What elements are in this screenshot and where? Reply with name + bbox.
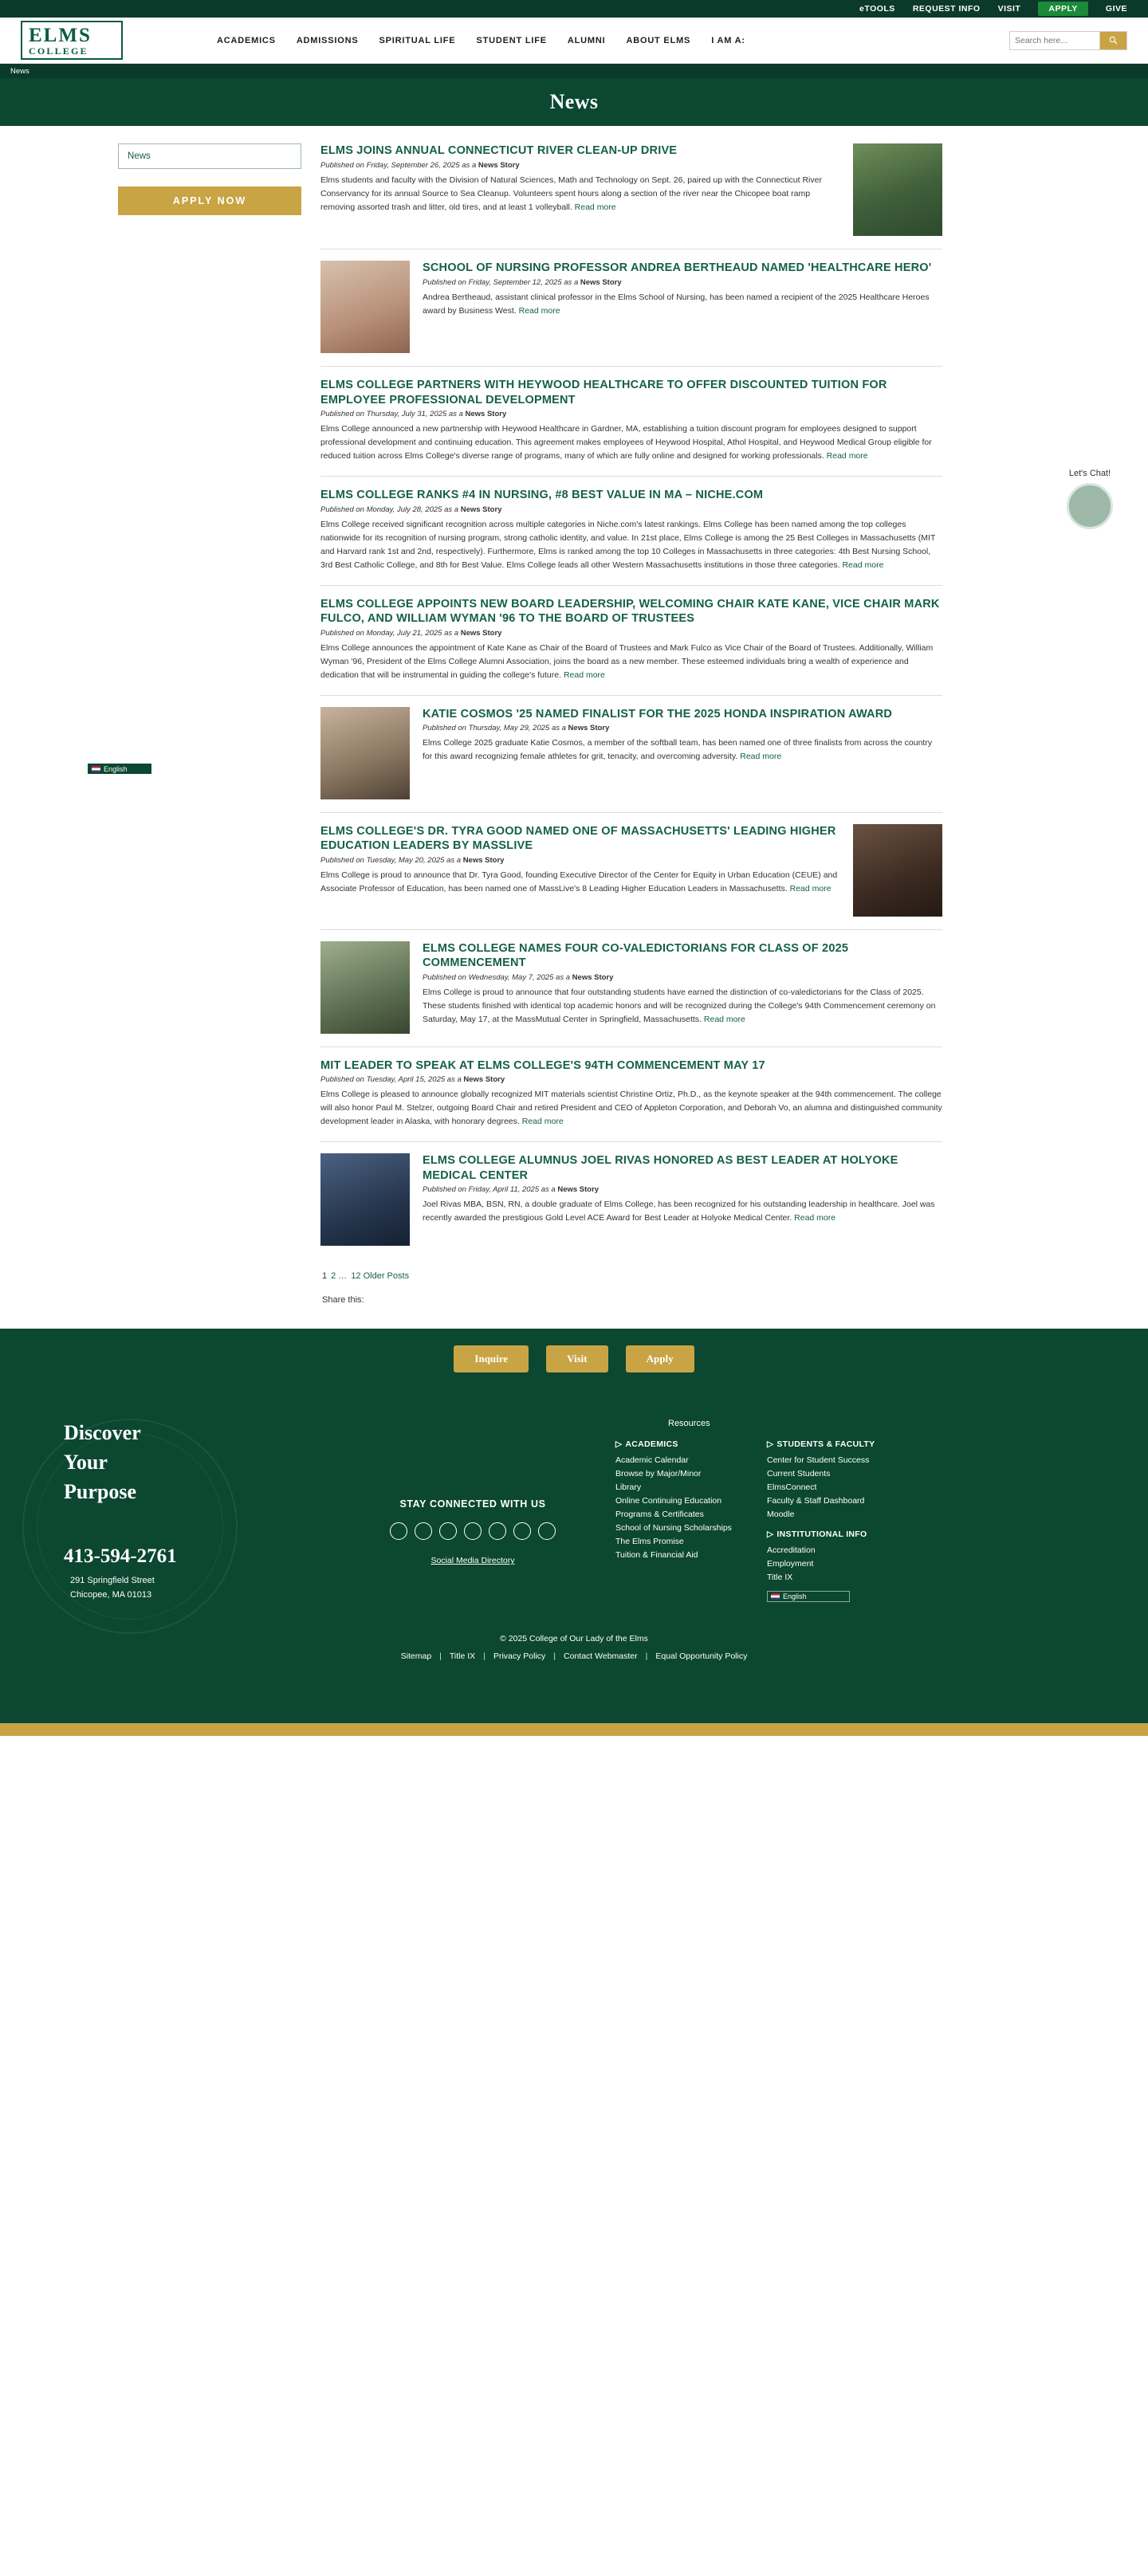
footer-legal-links [0, 1651, 1148, 1683]
footer-headline-line-2: Your [64, 1451, 108, 1475]
site-logo[interactable] [21, 21, 123, 60]
news-item-read-more[interactable]: Read more [563, 670, 605, 680]
news-item-type: News Story [460, 505, 502, 514]
chat-label: Let's Chat! [1068, 469, 1111, 478]
page-title-banner [0, 78, 1148, 126]
footer-address-line-2: Chicopee, MA 01013 [70, 1589, 152, 1600]
legal-separator: | [439, 1651, 442, 1662]
news-item-excerpt [423, 736, 942, 764]
news-item-published: Published on Wednesday, May 7, 2025 as a [423, 972, 572, 982]
news-item-thumbnail[interactable] [320, 941, 410, 1034]
list-item[interactable]: Programs & Certificates [615, 1510, 704, 1520]
instagram-icon[interactable] [439, 1522, 457, 1540]
news-item-thumbnail[interactable] [320, 261, 410, 353]
news-item-read-more[interactable]: Read more [789, 883, 832, 893]
news-item-excerpt [320, 642, 942, 682]
footer-headline-line-1: Discover [64, 1421, 141, 1445]
triangle-icon: ▷ [767, 1530, 774, 1540]
footer-address [64, 1574, 341, 1602]
us-flag-icon [92, 766, 100, 772]
news-item [320, 586, 942, 696]
list-item[interactable]: Browse by Major/Minor [615, 1469, 702, 1479]
pagination [320, 1271, 942, 1281]
news-item [320, 813, 942, 930]
news-item-image [853, 143, 942, 236]
logo-line-1: ELMS [29, 25, 92, 46]
news-item-thumbnail[interactable] [853, 143, 942, 236]
search-box [1009, 31, 1127, 50]
news-item-type: News Story [465, 410, 507, 419]
search-input[interactable] [1010, 32, 1099, 49]
utility-link-visit[interactable]: VISIT [997, 4, 1021, 14]
news-item-title[interactable]: ELMS COLLEGE ALUMNUS JOEL RIVAS HONORED AS BEST LEADER AT HOLYOKE MEDICAL CENTER [423, 1154, 898, 1182]
news-item-body [320, 597, 942, 682]
news-item-published: Published on Friday, September 26, 2025 as a [320, 160, 478, 170]
news-item [320, 143, 942, 249]
news-item-excerpt-text: Elms students and faculty with the Division of Natural Sciences, Math and Technology on Sept. 26, paired up with the Connecticut River Conservancy for its annual Source to Sea Cleanup. Volunteers spent hours along a section of the river near the Chicopee boat ramp removing assorted trash and litter, old tires, and at least 1 volleyball. [320, 175, 822, 212]
news-item-excerpt-text: Elms College announced a new partnership with Heywood Healthcare in Gardner, MA, establishing a tuition discount program for employees designed to support professional development and continuing education. This agreement makes employees of Heywood Hospital, Athol Hospital, and Heywood Medical Group eligible for reduced tuition across Elms College's diverse range of programs, many of which are fully online and designed for working professionals. [320, 424, 932, 461]
news-item-title[interactable]: ELMS COLLEGE NAMES FOUR CO-VALEDICTORIANS FOR CLASS OF 2025 COMMENCEMENT [423, 941, 849, 970]
news-item-published: Published on Monday, July 21, 2025 as a [320, 628, 461, 638]
resources-heading-institutional-info-label: INSTITUTIONAL INFO [776, 1530, 867, 1540]
footer-copyright: © 2025 College of Our Lady of the Elms [500, 1634, 648, 1644]
news-item-type: News Story [463, 1075, 505, 1085]
news-item-read-more[interactable]: Read more [842, 560, 884, 570]
news-item-body [320, 1058, 942, 1129]
news-item-image [853, 824, 942, 917]
resources-heading-institutional-info[interactable] [767, 1530, 887, 1539]
news-item-image [320, 941, 410, 1034]
news-item-excerpt [320, 174, 840, 214]
news-item [320, 696, 942, 813]
news-item-type: News Story [580, 277, 622, 287]
news-item-published: Published on Thursday, May 29, 2025 as a [423, 724, 568, 733]
resources-heading-academics[interactable] [615, 1439, 735, 1449]
news-item-image [320, 1153, 410, 1246]
site-header [0, 18, 1148, 64]
news-item-body [320, 143, 840, 236]
list-item[interactable]: Accreditation [767, 1545, 816, 1556]
utility-link-etools[interactable]: eTOOLS [859, 4, 895, 14]
page-title: News [549, 90, 599, 113]
news-item [320, 1142, 942, 1259]
language-selector-widget[interactable] [88, 764, 151, 774]
triangle-icon: ▷ [615, 1439, 623, 1450]
list-item[interactable]: Current Students [767, 1469, 831, 1479]
category-select[interactable]: News [118, 143, 301, 169]
news-item-meta [320, 629, 942, 638]
resources-list-academics [615, 1454, 735, 1562]
news-item [320, 930, 942, 1047]
news-item-title[interactable]: ELMS JOINS ANNUAL CONNECTICUT RIVER CLEAN-UP DRIVE [320, 144, 678, 157]
footer-language-selector[interactable] [767, 1591, 850, 1602]
pagination-ellipsis[interactable]: 2 … [331, 1271, 348, 1282]
news-item-type: News Story [557, 1185, 600, 1195]
news-item-read-more[interactable]: Read more [518, 305, 560, 316]
list-item[interactable]: Faculty & Staff Dashboard [767, 1496, 865, 1506]
list-item[interactable]: Academic Calendar [615, 1455, 689, 1466]
news-item-thumbnail[interactable] [320, 707, 410, 799]
news-item-published: Published on Friday, April 11, 2025 as a [423, 1185, 558, 1195]
news-item-title[interactable]: ELMS COLLEGE PARTNERS WITH HEYWOOD HEALTHCARE TO OFFER DISCOUNTED TUITION FOR EMPLOYEE PROFESSIONAL DEVELOPMENT [320, 379, 887, 406]
resources-heading-academics-label: ACADEMICS [625, 1439, 678, 1450]
news-item-body [320, 488, 942, 572]
main-nav [217, 36, 745, 45]
news-item [320, 1047, 942, 1143]
nav-item-alumni[interactable]: ALUMNI [567, 35, 606, 45]
legal-link-title-ix[interactable]: Title IX [449, 1651, 476, 1662]
news-item-thumbnail[interactable] [320, 1153, 410, 1246]
us-flag-icon [771, 1593, 780, 1600]
chat-widget[interactable] [1054, 469, 1126, 529]
utility-bar [0, 0, 1148, 18]
news-item-title[interactable]: SCHOOL OF NURSING PROFESSOR ANDREA BERTHEAUD NAMED 'HEALTHCARE HERO' [423, 261, 932, 274]
news-item-read-more[interactable]: Read more [740, 752, 782, 762]
resources-list-students-faculty [767, 1454, 887, 1522]
news-item-published: Published on Friday, September 12, 2025 as a [423, 277, 580, 287]
news-item-excerpt-text: Elms College is proud to announce that four outstanding students have earned the distinction of co-valedictorians for the Class of 2025. These students finished with identical top academic honors and will be recognized during the College's 94th Commencement ceremony on Saturday, May 17, at the MassMutual Center in Springfield, Massachusetts. [423, 987, 936, 1024]
pagination-older-posts[interactable]: 12 Older Posts [351, 1271, 410, 1282]
news-item-read-more[interactable]: Read more [794, 1213, 836, 1223]
legal-link-equal-opportunity[interactable]: Equal Opportunity Policy [655, 1651, 748, 1662]
list-item[interactable]: Title IX [767, 1573, 793, 1583]
news-item-title[interactable]: MIT LEADER TO SPEAK AT ELMS COLLEGE'S 94TH COMMENCEMENT MAY 17 [320, 1058, 765, 1072]
sidebar [118, 143, 301, 1305]
news-item-excerpt [320, 518, 942, 572]
news-item-body [423, 707, 942, 799]
list-item[interactable]: Moodle [767, 1510, 795, 1520]
news-item-meta [320, 856, 840, 865]
news-item-body [320, 378, 942, 463]
footer-resources [604, 1419, 1126, 1602]
news-item-meta [320, 161, 840, 170]
list-item[interactable]: Library [615, 1482, 642, 1493]
nav-item-spiritual-life[interactable]: SPIRITUAL LIFE [379, 35, 456, 45]
news-item-meta [423, 278, 942, 287]
news-item-type: News Story [568, 724, 610, 733]
stay-connected-label: STAY CONNECTED WITH US [399, 1498, 546, 1510]
news-article-list [320, 143, 942, 1305]
legal-separator: | [553, 1651, 556, 1662]
nav-item-academics[interactable]: ACADEMICS [217, 35, 276, 45]
news-item-excerpt-text: Elms College is proud to announce that Dr. Tyra Good, founding Executive Director of the Center for Equity in Urban Education (CEUE) and Associate Professor of Education, has been named one of MassLive's 8 Leading Higher Education Leaders in Massachusetts. [320, 870, 838, 893]
search-icon [1109, 36, 1118, 45]
news-item [320, 477, 942, 586]
news-item-type: News Story [462, 855, 505, 865]
news-item-excerpt-text: Elms College is pleased to announce globally recognized MIT materials scientist Christine Ortiz, Ph.D., as the keynote speaker at the 94th commencement. The college will also honor Paul M. Stelzer, outgoing Board Chair and retired President and CEO of Appleton Corporation, and Deborah Vo, an alumna and distinguished community development leader in Alaska, with honorary degrees. [320, 1090, 942, 1127]
footer-gold-bar [0, 1723, 1148, 1736]
list-item[interactable]: Tuition & Financial Aid [615, 1550, 698, 1561]
news-item-title[interactable]: KATIE COSMOS '25 NAMED FINALIST FOR THE 2025 HONDA INSPIRATION AWARD [423, 707, 893, 721]
news-item-type: News Story [460, 628, 502, 638]
news-item-image [320, 261, 410, 353]
footer-inner [0, 1419, 1148, 1602]
footer-left [22, 1419, 341, 1602]
footer-address-line-1: 291 Springfield Street [70, 1576, 155, 1585]
news-item-excerpt-text: Joel Rivas MBA, BSN, RN, a double graduate of Elms College, has been recognized for his outstanding leadership in healthcare. Joel was recently awarded the prestigious Gold Level ACE Award for Best Leader at Holyoke Medical Center. [423, 1200, 935, 1223]
nav-item-student-life[interactable]: STUDENT LIFE [476, 35, 547, 45]
cta-apply-button[interactable]: Apply [626, 1345, 694, 1372]
footer-headline-line-3: Purpose [64, 1480, 136, 1504]
apply-now-button[interactable]: APPLY NOW [118, 187, 301, 215]
chat-avatar[interactable] [1067, 483, 1113, 529]
breadcrumb [0, 64, 1148, 78]
legal-link-privacy-policy[interactable]: Privacy Policy [493, 1651, 546, 1662]
news-item-meta [423, 1185, 942, 1194]
news-item-body [423, 941, 942, 1034]
cta-strip [0, 1329, 1148, 1388]
list-item[interactable]: Online Continuing Education [615, 1496, 722, 1506]
tiktok-icon[interactable] [513, 1522, 531, 1540]
news-item-published: Published on Monday, July 28, 2025 as a [320, 505, 461, 514]
news-item-published: Published on Tuesday, April 15, 2025 as a [320, 1075, 464, 1085]
resources-heading-students-faculty-label: STUDENTS & FACULTY [776, 1439, 875, 1450]
resources-columns [604, 1439, 1126, 1602]
utility-link-request-info[interactable]: REQUEST INFO [912, 4, 981, 14]
nav-item-about-elms[interactable]: ABOUT ELMS [626, 35, 691, 45]
news-item-excerpt [320, 1088, 942, 1129]
resources-column-academics [615, 1439, 735, 1602]
pagination-page-1[interactable]: 1 [322, 1271, 328, 1282]
news-item-body [423, 261, 942, 353]
list-item[interactable]: Center for Student Success [767, 1455, 870, 1466]
triangle-icon: ▷ [767, 1439, 774, 1450]
social-media-directory-link[interactable]: Social Media Directory [431, 1556, 515, 1566]
news-item-meta [423, 724, 942, 732]
footer-social [341, 1419, 604, 1602]
page-content [0, 126, 1148, 1305]
news-item-type: News Story [478, 160, 520, 170]
news-item-excerpt-text: Elms College received significant recognition across multiple categories in Niche.com's latest rankings. Elms College has been named among the top colleges nationwide for its recognition of nursing program, strong catholic identity, and value. In 21st place, Elms College is among the 25 Best Colleges in Massachusetts (MIT and Harvard rank 1st and 2nd, respectively). Furthermore, Elms is ranked among the top 10 Colleges in Massachusetts in three categories: 4th Best Nursing School, 3rd Best Catholic College, and 8th for Best Value. Elms College leads all other Western Massachusetts institutions in those three categories. [320, 519, 936, 570]
footer-phone[interactable]: 413-594-2761 [64, 1545, 177, 1567]
news-item-excerpt [423, 1198, 942, 1225]
news-item-read-more[interactable]: Read more [703, 1014, 745, 1024]
news-item-excerpt [423, 986, 942, 1027]
cta-visit-button[interactable]: Visit [546, 1345, 608, 1372]
news-item-excerpt [320, 422, 942, 463]
logo-line-2: COLLEGE [29, 45, 88, 57]
news-item-image [320, 707, 410, 799]
social-icon-row [341, 1522, 604, 1540]
news-item-read-more[interactable]: Read more [826, 451, 868, 461]
news-item-thumbnail[interactable] [853, 824, 942, 917]
search-button[interactable] [1099, 32, 1126, 49]
site-footer [0, 1388, 1148, 1723]
list-item[interactable]: School of Nursing Scholarships [615, 1523, 732, 1533]
news-item-excerpt-text: Elms College announces the appointment of Kate Kane as Chair of the Board of Trustees and Mark Fulco as Vice Chair of the Board of Trustees. Additionally, William Wyman '96, President of the Elms College Alumni Association, joins the board as a new member. These esteemed individuals bring a wealth of experience and dedication that will be instrumental in guiding the college's future. [320, 642, 934, 680]
utility-apply-button[interactable]: APPLY [1038, 2, 1088, 16]
list-item[interactable]: Employment [767, 1559, 814, 1569]
twitter-icon[interactable] [415, 1522, 432, 1540]
share-label: Share this: [322, 1295, 364, 1306]
news-item-body [320, 824, 840, 917]
news-item [320, 367, 942, 477]
resources-label: Resources [668, 1419, 710, 1429]
footer-language-label: English [783, 1592, 807, 1601]
news-item-meta [320, 1075, 942, 1084]
news-item-read-more[interactable]: Read more [574, 202, 616, 212]
news-item-published: Published on Tuesday, May 20, 2025 as a [320, 855, 463, 865]
news-item-read-more[interactable]: Read more [521, 1117, 564, 1127]
list-item[interactable]: The Elms Promise [615, 1537, 684, 1547]
news-item-body [423, 1153, 942, 1246]
legal-link-sitemap[interactable]: Sitemap [400, 1651, 432, 1662]
news-item-published: Published on Thursday, July 31, 2025 as a [320, 410, 466, 419]
legal-link-contact-webmaster[interactable]: Contact Webmaster [564, 1651, 638, 1662]
list-item[interactable]: ElmsConnect [767, 1482, 817, 1493]
nav-item-i-am-a[interactable]: I AM A: [711, 35, 745, 45]
news-item-meta [423, 973, 942, 982]
facebook-icon[interactable] [390, 1522, 407, 1540]
language-selector-label: English [104, 764, 128, 773]
breadcrumb-item-news[interactable]: News [10, 66, 29, 76]
youtube-icon[interactable] [489, 1522, 506, 1540]
legal-separator: | [483, 1651, 486, 1662]
news-item-meta [320, 505, 942, 514]
news-item-excerpt [423, 291, 942, 318]
news-item-excerpt-text: Andrea Bertheaud, assistant clinical professor in the Elms School of Nursing, has been named a recipient of the 2025 Healthcare Heroes award by Business West. [423, 292, 930, 316]
cta-inquire-button[interactable]: Inquire [454, 1345, 529, 1372]
news-item [320, 249, 942, 367]
news-item-title[interactable]: ELMS COLLEGE RANKS #4 IN NURSING, #8 BEST VALUE IN MA – NICHE.COM [320, 489, 764, 502]
resources-heading-students-faculty[interactable] [767, 1439, 887, 1449]
news-item-excerpt-text: Elms College 2025 graduate Katie Cosmos, a member of the softball team, has been named one of three finalists from across the country for this award recognizing female athletes for grit, tenacity, and overcoming adversity. [423, 738, 933, 762]
news-item-title[interactable]: ELMS COLLEGE APPOINTS NEW BOARD LEADERSHIP, WELCOMING CHAIR KATE KANE, VICE CHAIR MARK FULCO, AND WILLIAM WYMAN '96 TO THE BOARD OF TRUSTEES [320, 597, 940, 626]
legal-separator: | [645, 1651, 648, 1662]
news-item-meta [320, 410, 942, 418]
nav-item-admissions[interactable]: ADMISSIONS [296, 35, 359, 45]
utility-link-give[interactable]: GIVE [1105, 4, 1127, 14]
resources-list-institutional-info [767, 1544, 887, 1584]
flickr-icon[interactable] [538, 1522, 556, 1540]
news-item-title[interactable]: ELMS COLLEGE'S DR. TYRA GOOD NAMED ONE OF MASSACHUSETTS' LEADING HIGHER EDUCATION LEADERS BY MASSLIVE [320, 824, 836, 853]
news-item-excerpt [320, 869, 840, 896]
footer-headline [64, 1419, 341, 1507]
news-item-type: News Story [572, 972, 614, 982]
resources-column-students-faculty [767, 1439, 887, 1602]
linkedin-icon[interactable] [464, 1522, 482, 1540]
